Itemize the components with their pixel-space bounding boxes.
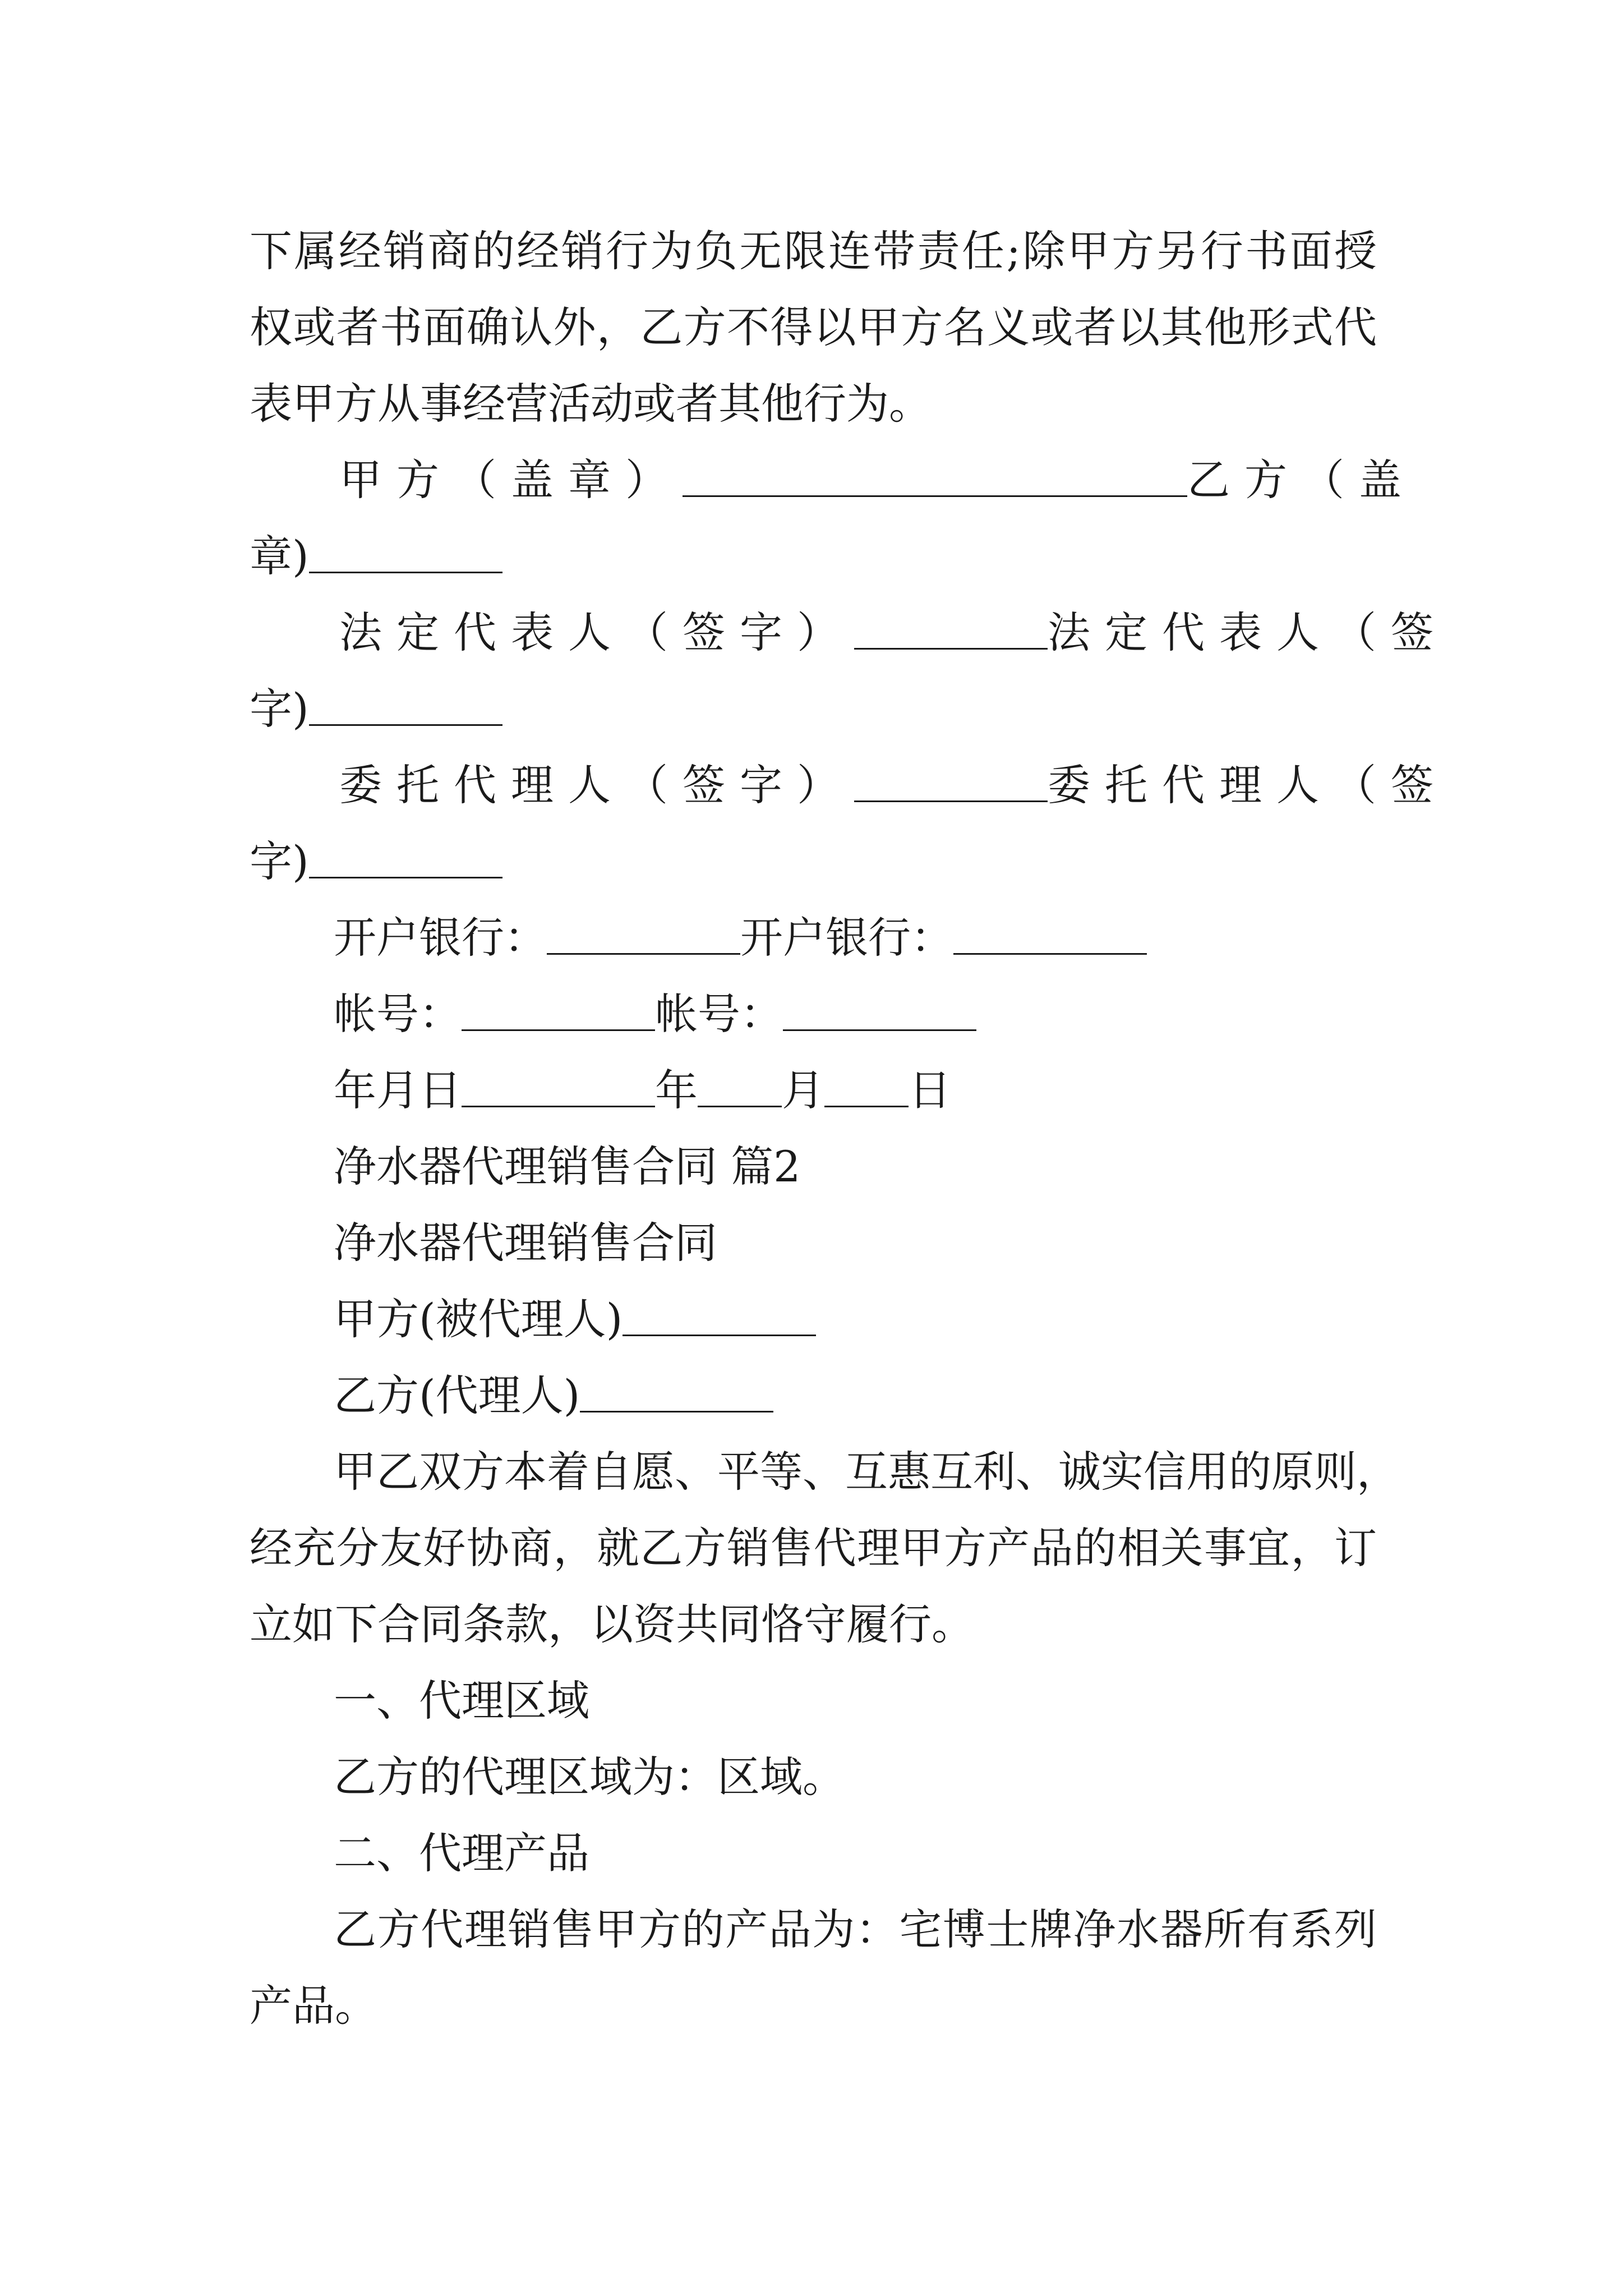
legal-rep-row-continued xyxy=(250,671,1377,747)
agent-a-label: 委托代理人（签字） xyxy=(339,760,854,810)
bank-b-blank xyxy=(953,919,1147,955)
legal-rep-b-label: 法定代表人（签 xyxy=(1048,608,1448,657)
account-a-label: 帐号： xyxy=(334,989,462,1039)
account-b-label: 帐号： xyxy=(655,989,783,1039)
bank-b-label: 开户银行： xyxy=(740,913,953,963)
agent-b-blank xyxy=(309,843,502,878)
day-label: 日 xyxy=(909,1065,951,1115)
year-label: 年 xyxy=(655,1065,698,1115)
date-label: 年月日 xyxy=(334,1065,462,1115)
party-b-blank xyxy=(580,1377,773,1412)
account-b-blank xyxy=(783,996,976,1031)
legal-rep-b-blank xyxy=(309,691,502,726)
date-row xyxy=(250,1052,1377,1129)
account-a-blank xyxy=(462,996,655,1031)
document-page xyxy=(250,213,1448,2044)
bank-row xyxy=(250,900,1377,976)
agent-b-label: 委托代理人（签 xyxy=(1048,760,1448,810)
party-a-seal-label: 甲方（盖章） xyxy=(339,455,683,505)
paragraph-line: 甲乙双方本着自愿、平等、互惠互利、诚实信用的原则， xyxy=(334,1447,1399,1497)
clause-text: 产品。 xyxy=(250,1981,377,2031)
legal-rep-a-blank xyxy=(854,614,1048,650)
paragraph-line: 经充分友好协商，就乙方销售代理甲方产品的相关事宜，订 xyxy=(250,1523,1377,1573)
account-row xyxy=(250,976,1377,1052)
party-b-seal-blank xyxy=(309,538,502,573)
legal-rep-row xyxy=(250,595,1448,671)
agent-row-continued xyxy=(250,823,1377,900)
section-heading: 净水器代理销售合同 篇2 xyxy=(334,1142,801,1191)
contract-title: 净水器代理销售合同 xyxy=(334,1218,717,1268)
party-b-seal-label: 乙方（盖 xyxy=(1187,455,1416,505)
paragraph-line: 表甲方从事经营活动或者其他行为。 xyxy=(250,379,932,429)
paragraph-line: 下属经销商的经销行为负无限连带责任;除甲方另行书面授 xyxy=(250,226,1377,276)
party-a-label: 甲方(被代理人) xyxy=(334,1294,623,1344)
party-b-label: 乙方(代理人) xyxy=(334,1370,580,1420)
bank-a-label: 开户银行： xyxy=(334,913,547,963)
date-blank xyxy=(462,1072,655,1107)
paragraph-line: 权或者书面确认外，乙方不得以甲方名义或者以其他形式代 xyxy=(250,302,1377,352)
clause-title: 一、代理区域 xyxy=(334,1676,589,1726)
seal-row xyxy=(250,442,1416,518)
party-a-row xyxy=(250,1281,1377,1358)
clause-text: 乙方代理销售甲方的产品为：宅博士牌净水器所有系列 xyxy=(334,1904,1377,1954)
month-label: 月 xyxy=(782,1065,824,1115)
party-b-row xyxy=(250,1358,1377,1434)
month-blank xyxy=(698,1072,782,1107)
legal-rep-b-label-tail: 字) xyxy=(250,684,309,734)
clause-title: 二、代理产品 xyxy=(334,1828,589,1878)
agent-row xyxy=(250,747,1448,823)
party-a-blank xyxy=(623,1301,816,1336)
party-b-seal-label-tail: 章) xyxy=(250,531,309,581)
clause-text: 乙方的代理区域为：区域。 xyxy=(334,1752,845,1802)
paragraph-line: 立如下合同条款，以资共同恪守履行。 xyxy=(250,1599,974,1649)
party-a-seal-blank xyxy=(683,462,1187,497)
agent-a-blank xyxy=(854,767,1048,802)
bank-a-blank xyxy=(547,919,740,955)
legal-rep-a-label: 法定代表人（签字） xyxy=(339,608,854,657)
agent-b-label-tail: 字) xyxy=(250,836,309,886)
seal-row-continued xyxy=(250,518,1377,595)
day-blank xyxy=(824,1072,909,1107)
